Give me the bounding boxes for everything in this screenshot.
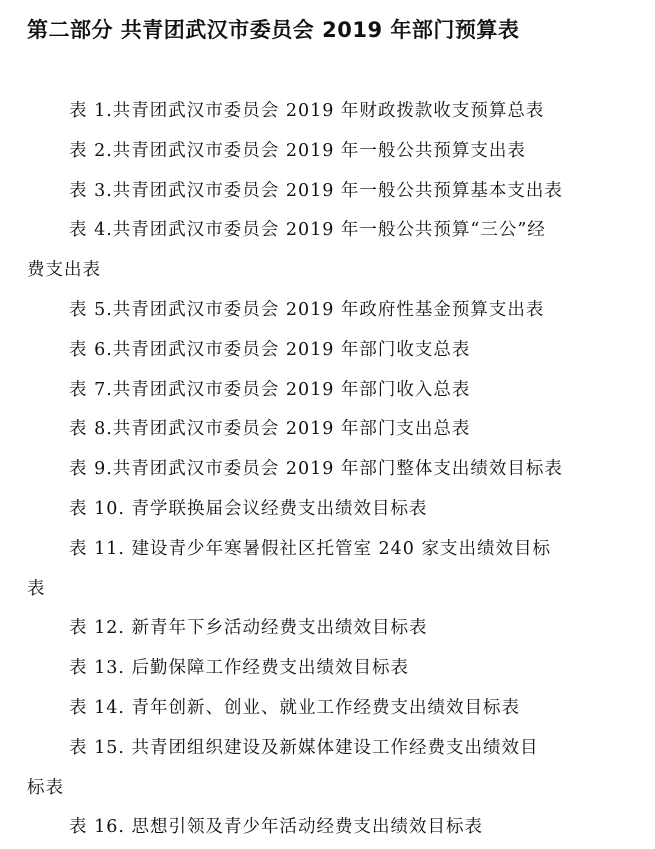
toc-item-text: 表 3.共青团武汉市委员会 2019 年一般公共预算基本支出表 (69, 180, 563, 201)
page-title: 第二部分 共青团武汉市委员会 2019 年部门预算表 (27, 18, 520, 42)
toc-item (27, 649, 627, 689)
toc-item-text: 表 9.共青团武汉市委员会 2019 年部门整体支出绩效目标表 (69, 459, 563, 480)
table-of-contents (27, 92, 627, 848)
toc-item (27, 331, 627, 371)
toc-item-text: 表 14. 青年创新、创业、就业工作经费支出绩效目标表 (69, 697, 520, 718)
toc-item (27, 689, 627, 729)
toc-item (27, 371, 627, 411)
toc-item-text: 表 10. 青学联换届会议经费支出绩效目标表 (69, 498, 428, 519)
toc-item (27, 92, 627, 132)
toc-item-text: 表 2.共青团武汉市委员会 2019 年一般公共预算支出表 (69, 140, 526, 161)
toc-item-text: 表 1.共青团武汉市委员会 2019 年财政拨款收支预算总表 (69, 101, 545, 121)
toc-item (27, 291, 627, 331)
toc-item-text-continued: 表 (27, 578, 46, 599)
toc-item (27, 450, 627, 490)
toc-item-text: 表 5.共青团武汉市委员会 2019 年政府性基金预算支出表 (69, 299, 545, 320)
toc-item-text: 表 8.共青团武汉市委员会 2019 年部门支出总表 (69, 419, 471, 440)
toc-item-text-continued: 标表 (27, 777, 64, 798)
toc-item-text: 表 12. 新青年下乡活动经费支出绩效目标表 (69, 618, 428, 639)
toc-item-text: 表 7.共青团武汉市委员会 2019 年部门收入总表 (69, 379, 471, 400)
toc-item-text: 表 11. 建设青少年寒暑假社区托管室 240 家支出绩效目标 (69, 538, 551, 559)
toc-item (27, 211, 627, 291)
toc-item (27, 530, 627, 610)
toc-item (27, 609, 627, 649)
toc-item (27, 808, 627, 848)
toc-item-text: 表 6.共青团武汉市委员会 2019 年部门收支总表 (69, 339, 471, 360)
toc-item (27, 490, 627, 530)
toc-item-text: 表 16. 思想引领及青少年活动经费支出绩效目标表 (69, 817, 483, 838)
toc-item (27, 729, 627, 809)
toc-item-text-continued: 费支出表 (27, 260, 101, 281)
toc-item (27, 132, 627, 172)
toc-item (27, 172, 627, 212)
toc-item (27, 410, 627, 450)
toc-item-text: 表 15. 共青团组织建设及新媒体建设工作经费支出绩效目 (69, 737, 539, 758)
toc-item-text: 表 4.共青团武汉市委员会 2019 年一般公共预算“三公”经 (69, 220, 546, 241)
toc-item-text: 表 13. 后勤保障工作经费支出绩效目标表 (69, 658, 409, 679)
